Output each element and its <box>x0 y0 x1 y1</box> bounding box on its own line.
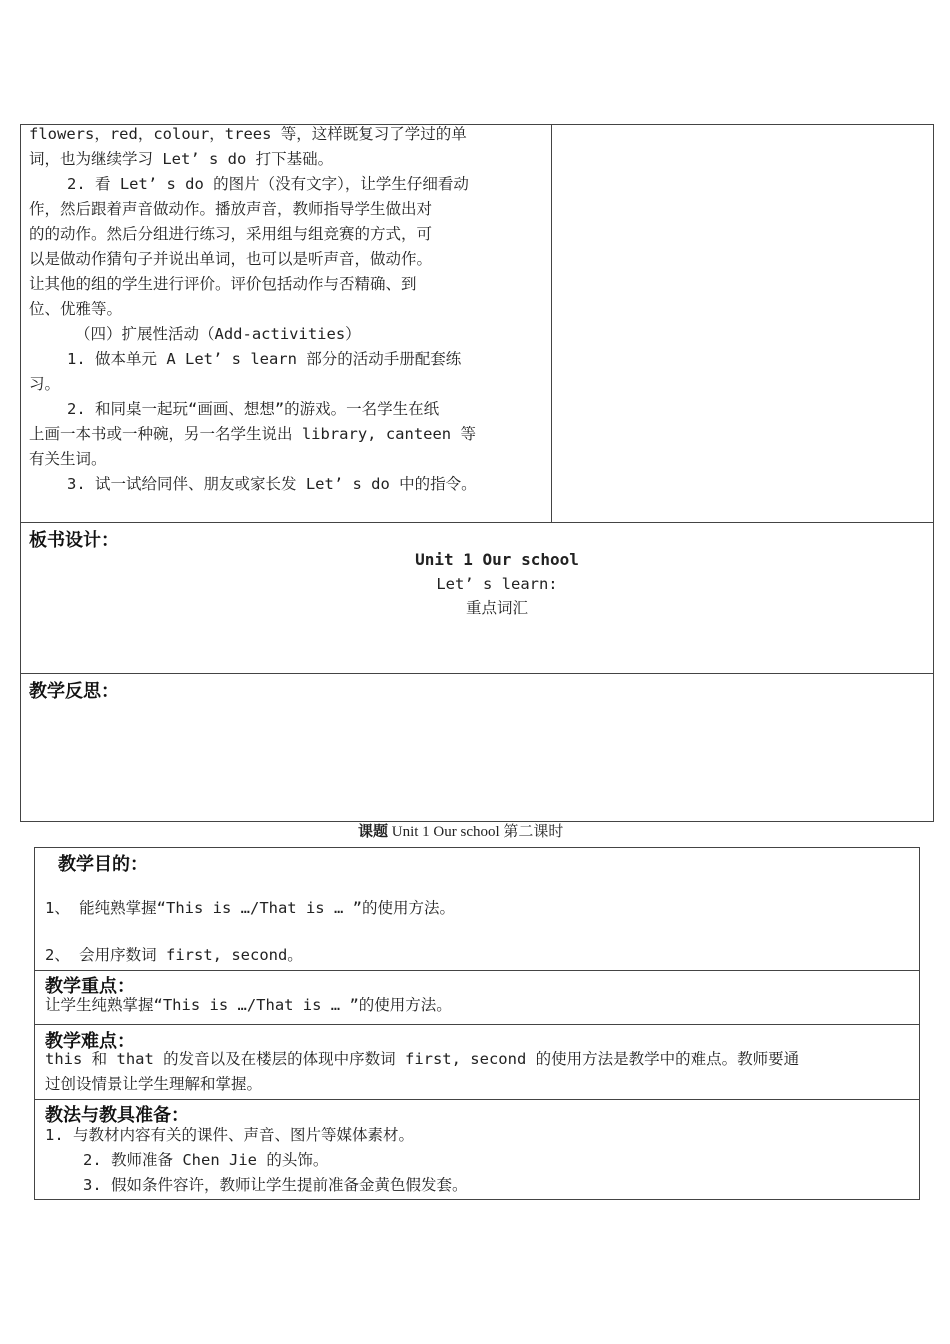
column-divider <box>551 124 552 522</box>
row-divider-reflection <box>20 673 934 674</box>
board-design-heading: 板书设计： <box>29 530 119 551</box>
procedure-line: flowers，red，colour，trees 等，这样既复习了学过的单 <box>29 125 467 143</box>
difficulties-text: 过创设情景让学生理解和掌握。 <box>45 1075 263 1093</box>
goals-heading: 教学目的： <box>58 854 148 875</box>
procedure-line: 3. 试一试给同伴、朋友或家长发 Let’ s do 中的指令。 <box>67 475 477 493</box>
row-divider-prep <box>34 1099 920 1100</box>
procedure-line: 让其他的组的学生进行评价。评价包括动作与否精确、到 <box>29 275 417 293</box>
difficulties-heading: 教学难点： <box>45 1031 135 1052</box>
procedure-line: 以是做动作猜句子并说出单词，也可以是听声音，做动作。 <box>29 250 433 268</box>
board-title: Unit 1 Our school <box>415 550 579 569</box>
board-vocabulary: 重点词汇 <box>465 599 528 617</box>
key-points-text: 让学生纯熟掌握“This is …/That is … ”的使用方法。 <box>45 996 452 1014</box>
procedure-line: 2. 和同桌一起玩“画画、想想”的游戏。一名学生在纸 <box>67 400 440 418</box>
goal-item: 1、 能纯熟掌握“This is …/That is … ”的使用方法。 <box>45 899 455 917</box>
preparation-item: 3. 假如条件容许，教师让学生提前准备金黄色假发套。 <box>83 1176 468 1194</box>
procedure-line: 位、优雅等。 <box>29 300 123 318</box>
procedure-line: 作，然后跟着声音做动作。播放声音，教师指导学生做出对 <box>29 200 433 218</box>
preparation-item: 1. 与教材内容有关的课件、声音、图片等媒体素材。 <box>45 1126 414 1144</box>
preparation-heading: 教法与教具准备： <box>45 1105 189 1126</box>
caption-label: 课题 <box>358 824 389 840</box>
procedure-line: 词，也为继续学习 Let’ s do 打下基础。 <box>29 150 334 168</box>
procedure-line: 1. 做本单元 A Let’ s learn 部分的活动手册配套练 <box>67 350 462 368</box>
key-points-heading: 教学重点： <box>45 976 135 997</box>
goal-item: 2、 会用序数词 first, second。 <box>45 946 303 964</box>
procedure-line: 习。 <box>29 375 61 393</box>
procedure-line: 2. 看 Let’ s do 的图片（没有文字），让学生仔细看动 <box>67 175 469 193</box>
procedure-line: 上画一本书或一种碗，另一名学生说出 library, canteen 等 <box>29 425 476 443</box>
board-subtitle: Let’ s learn: <box>436 575 558 593</box>
caption-title: Unit 1 Our school 第二课时 <box>391 824 564 840</box>
lesson-caption <box>358 822 563 842</box>
row-divider-key <box>34 970 920 971</box>
difficulties-text: this 和 that 的发音以及在楼层的体现中序数词 first, second 的使用方法是教学中的难点。教师要通 <box>45 1050 800 1068</box>
row-divider-board <box>20 522 934 523</box>
reflection-heading: 教学反思： <box>29 681 119 702</box>
procedure-line: （四）扩展性活动（Add-activities） <box>75 325 361 343</box>
procedure-line: 的的动作。然后分组进行练习，采用组与组竞赛的方式，可 <box>29 225 433 243</box>
row-divider-difficulty <box>34 1024 920 1025</box>
procedure-line: 有关生词。 <box>29 450 107 468</box>
preparation-item: 2. 教师准备 Chen Jie 的头饰。 <box>83 1151 329 1169</box>
